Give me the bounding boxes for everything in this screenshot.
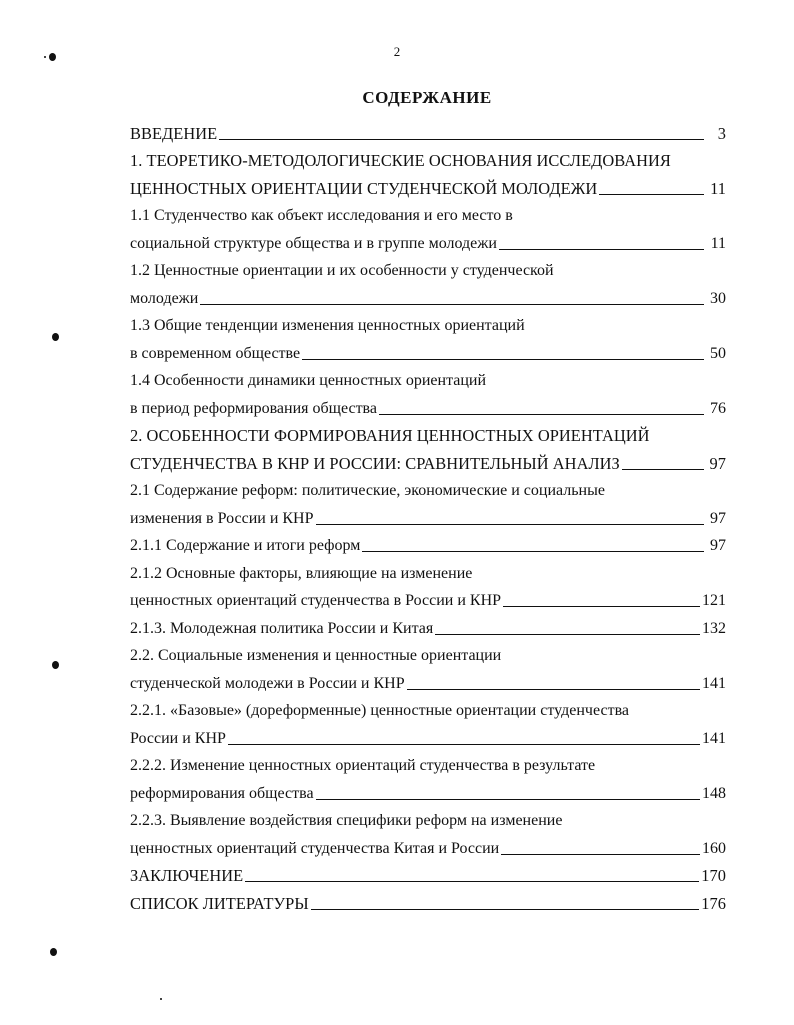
toc-leader-line [379,414,704,415]
scan-mark [52,333,59,341]
toc-entry-page: 30 [710,289,726,307]
toc-entry-page: 121 [702,592,726,609]
toc-entry-page: 97 [710,509,726,527]
toc-entry-text: 2.2. Социальные изменения и ценностные ориентации [130,647,502,664]
toc-leader-line [503,606,700,607]
toc-entry-text: 1.2 Ценностные ориентации и их особенности у студенческой [130,262,554,279]
scan-mark [49,53,56,61]
toc-entry [130,776,726,804]
toc-entry [130,721,726,749]
toc-entry-page: 170 [701,866,726,885]
toc-entry [130,226,726,254]
toc-entry [130,556,726,584]
toc-entry-page: 148 [702,784,726,802]
toc-entry-text: студенческой молодежи в России и КНР [130,674,405,692]
toc-entry [130,886,726,914]
toc-entry [130,391,726,419]
toc-leader-line [501,854,700,855]
toc-title: СОДЕРЖАНИЕ [362,88,492,107]
toc-entry [130,336,726,364]
toc-leader-line [599,194,704,195]
toc-leader-line [245,881,699,882]
toc-entry [130,584,726,612]
toc-entry-text: 2.1 Содержание реформ: политические, экономические и социальные [130,482,605,499]
toc-entry-text: СТУДЕНЧЕСТВА В КНР И РОССИИ: СРАВНИТЕЛЬНЫЙ АНАЛИЗ [130,453,620,473]
toc-entry-text: 2.1.2 Основные факторы, влияющие на изменение [130,564,473,582]
toc-entry-text: 2.1.3. Молодежная политика России и Китая [130,619,434,637]
toc-entry-page: 11 [710,178,726,198]
toc-entry-text: ЦЕННОСТНЫХ ОРИЕНТАЦИИ СТУДЕНЧЕСКОЙ МОЛОДЕЖИ [130,178,598,198]
toc-entry-page: 76 [710,399,726,417]
toc-entry [130,116,726,144]
toc-leader-line [228,744,700,745]
toc-entry-page: 50 [710,344,726,362]
toc-entry-page: 176 [701,893,726,913]
toc-entry-text: социальной структуре общества и в группе молодежи [130,234,497,252]
toc-entry [130,281,726,309]
toc-entry [130,666,726,694]
toc-entry [130,144,726,172]
toc-entry [130,611,726,639]
toc-entry [130,501,726,529]
toc-entry [130,364,726,392]
toc-entry-text: 2.1.1 Содержание и итоги реформ [130,537,361,554]
toc-entry [130,639,726,667]
toc-leader-line [622,469,704,470]
toc-leader-line [316,799,700,800]
toc-entry-text: ЗАКЛЮЧЕНИЕ [130,866,244,885]
toc-leader-line [311,909,700,910]
toc-entry [130,831,726,859]
toc-entry [130,749,726,777]
toc-entry-text: ВВЕДЕНИЕ [130,123,218,143]
toc-entry-text: 1.3 Общие тенденции изменения ценностных ориентаций [130,317,525,334]
toc-leader-line [316,524,705,525]
toc-entry-text: в современном обществе [130,344,301,362]
toc-entry-text: 2.2.1. «Базовые» (дореформенные) ценностные ориентации студенчества [130,702,630,719]
scan-speck [44,56,46,58]
toc-entry [130,529,726,557]
toc-entry-text: изменения в России и КНР [130,509,314,527]
toc-entry-page: 160 [702,839,726,857]
toc-entry-text: реформирования общества [130,784,314,802]
toc-entry-text: 2. ОСОБЕННОСТИ ФОРМИРОВАНИЯ ЦЕННОСТНЫХ ОРИЕНТАЦИЙ [130,426,650,445]
toc-entry-page: 11 [710,234,726,252]
toc-entry-text: 1. ТЕОРЕТИКО-МЕТОДОЛОГИЧЕСКИЕ ОСНОВАНИЯ ИССЛЕДОВАНИЯ [130,151,671,170]
toc-entry-text: в период реформирования общества [130,399,377,417]
toc-entry [130,446,726,474]
toc-entry [130,804,726,832]
toc-entry [130,474,726,502]
toc-entry-page: 132 [702,619,726,637]
toc-entry-text: России и КНР [130,729,226,747]
toc-entry [130,254,726,282]
toc-entry-page: 141 [702,674,726,692]
toc-entry-page: 97 [709,453,726,473]
toc-leader-line [407,689,700,690]
toc-leader-line [219,139,704,140]
table-of-contents [130,116,726,914]
toc-entry [130,859,726,887]
toc-entry-page: 97 [710,537,726,554]
scan-speck [160,998,162,1000]
toc-entry [130,171,726,199]
toc-entry [130,309,726,337]
toc-leader-line [302,359,704,360]
toc-entry-text: 1.1 Студенчество как объект исследования и его место в [130,207,513,224]
toc-leader-line [200,304,704,305]
toc-entry [130,199,726,227]
page-number: 2 [393,44,401,59]
toc-leader-line [435,634,700,635]
toc-entry-text: СПИСОК ЛИТЕРАТУРЫ [130,893,309,913]
toc-leader-line [362,551,704,552]
toc-entry [130,419,726,447]
scan-mark [50,948,57,956]
toc-entry-page: 141 [702,729,726,747]
toc-entry-text: 2.2.3. Выявление воздействия специфики реформ на изменение [130,812,563,829]
toc-entry [130,694,726,722]
toc-entry-text: молодежи [130,289,199,307]
scan-mark [52,661,59,669]
toc-entry-text: ценностных ориентаций студенчества в России и КНР [130,592,502,609]
toc-leader-line [499,249,704,250]
toc-entry-text: ценностных ориентаций студенчества Китая и России [130,839,500,857]
toc-entry-text: 2.2.2. Изменение ценностных ориентаций студенчества в результате [130,757,596,774]
toc-entry-page: 3 [717,123,726,143]
toc-entry-text: 1.4 Особенности динамики ценностных ориентаций [130,372,487,389]
